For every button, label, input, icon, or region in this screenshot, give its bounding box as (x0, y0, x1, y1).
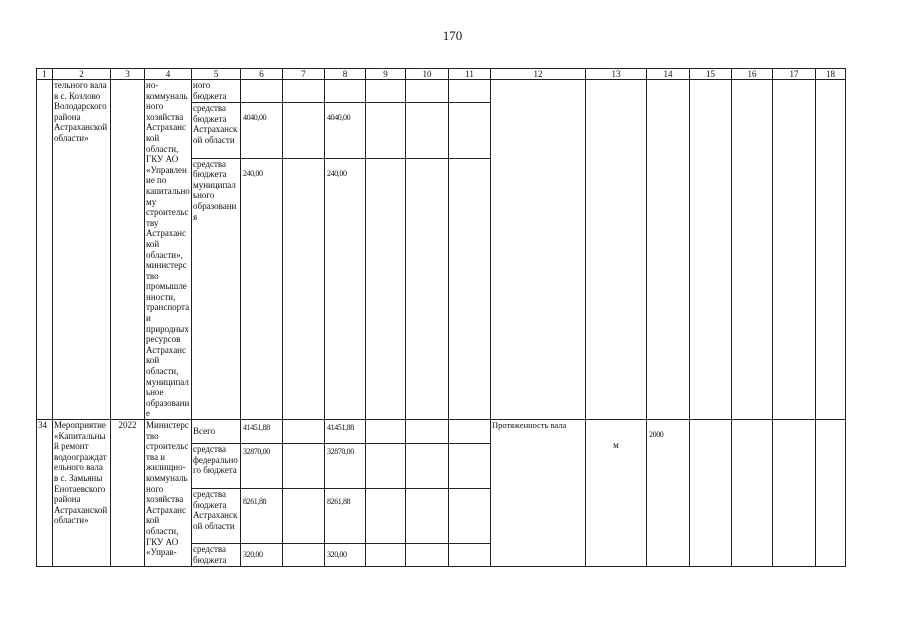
column-number: 4 (145, 69, 192, 80)
cont-indicator-cell (491, 80, 586, 420)
cont-row-budget (37, 80, 846, 103)
empty-cell (283, 420, 325, 444)
empty-cell (732, 80, 773, 420)
column-number: 6 (241, 69, 283, 80)
funding-source: средства федерального бюджета (192, 444, 241, 489)
cont-name-cell: тельного вала в с. Козлово Володарского района Астраханской области» (53, 80, 111, 420)
empty-cell (449, 489, 491, 544)
empty-cell (449, 158, 491, 419)
column-number: 14 (647, 69, 690, 80)
column-number: 10 (406, 69, 449, 80)
column-number: 18 (816, 69, 846, 80)
empty-cell (366, 489, 406, 544)
amount-2022: 320,00 (325, 544, 366, 567)
amount-2022: 4040,00 (325, 102, 366, 158)
total-amount: 8261,88 (241, 489, 283, 544)
empty-cell (283, 489, 325, 544)
empty-cell (283, 544, 325, 567)
column-number: 5 (192, 69, 241, 80)
funding-source: средства бюджета Астраханской области (192, 489, 241, 544)
cont-executor-cell: но-коммунального хозяйства Астраханской области, ГКУ АО «Управление по капитальному строительству Астраханской области», министерство промышленности, транспорта и природных ресурсов Астраханской области, муниципальное образование (146, 80, 190, 419)
amount-2022: 32870,00 (325, 444, 366, 489)
column-number: 9 (366, 69, 406, 80)
empty-cell (449, 80, 491, 103)
page-number: 170 (442, 28, 463, 43)
empty-cell (406, 544, 449, 567)
empty-cell (283, 80, 325, 103)
empty-cell (366, 102, 406, 158)
column-number: 7 (283, 69, 325, 80)
empty-cell (283, 102, 325, 158)
column-number: 17 (773, 69, 816, 80)
empty-cell (449, 102, 491, 158)
funding-source: Всего (192, 420, 241, 444)
empty-cell (690, 420, 732, 567)
total-amount: 32870,00 (241, 444, 283, 489)
column-number: 1 (37, 69, 53, 80)
empty-cell (816, 420, 846, 567)
total-amount: 4040,00 (241, 102, 283, 158)
column-number: 16 (732, 69, 773, 80)
r34-num-cell: 34 (37, 420, 53, 567)
r34-name-cell: Мероприятие «Капитальный ремонт водоограждательного вала в с. Замьяны Енотаевского района Астраханской области» (53, 420, 111, 567)
empty-cell (406, 444, 449, 489)
empty-cell (449, 544, 491, 567)
empty-cell (690, 80, 732, 420)
column-number: 8 (325, 69, 366, 80)
empty-cell (449, 444, 491, 489)
total-amount: 240,00 (241, 158, 283, 419)
column-number: 3 (111, 69, 145, 80)
empty-cell (283, 444, 325, 489)
empty-cell (406, 102, 449, 158)
empty-cell (449, 420, 491, 444)
column-number: 13 (586, 69, 647, 80)
r34-executor-cell: Министерство строительства и жилищно-коммунального хозяйства Астраханской области, ГКУ АО «Управ- (145, 420, 192, 567)
r34-row-total (37, 420, 846, 444)
empty-cell (406, 489, 449, 544)
cont-value-cell (647, 80, 690, 420)
amount-2022 (325, 80, 366, 103)
cont-year-cell (111, 80, 145, 420)
amount-2022: 240,00 (325, 158, 366, 419)
empty-cell (366, 80, 406, 103)
funding-source: средства бюджета Астраханской области (192, 102, 241, 158)
empty-cell (366, 158, 406, 419)
cont-num-cell (37, 80, 53, 420)
total-amount: 41451,88 (241, 420, 283, 444)
empty-cell (773, 80, 816, 420)
total-amount (241, 80, 283, 103)
empty-cell (366, 420, 406, 444)
empty-cell (366, 444, 406, 489)
funding-source: ного бюджета (192, 80, 241, 103)
empty-cell (406, 158, 449, 419)
column-number: 2 (53, 69, 111, 80)
r34-value-cell: 2000 (647, 420, 690, 567)
empty-cell (773, 420, 816, 567)
column-number: 12 (491, 69, 586, 80)
r34-indicator-cell: Протяженность вала (491, 420, 586, 567)
r34-year-cell: 2022 (111, 420, 145, 567)
funding-source: средства бюджета (192, 544, 241, 567)
total-amount: 320,00 (241, 544, 283, 567)
empty-cell (406, 420, 449, 444)
amount-2022: 8261,88 (325, 489, 366, 544)
column-number: 15 (690, 69, 732, 80)
empty-cell (406, 80, 449, 103)
empty-cell (732, 420, 773, 567)
amount-2022: 41451,88 (325, 420, 366, 444)
empty-cell (283, 158, 325, 419)
funding-source: средства бюджета муниципального образования (192, 158, 241, 419)
r34-unit-cell: м (586, 420, 647, 567)
program-table (36, 68, 846, 567)
empty-cell (816, 80, 846, 420)
empty-cell (366, 544, 406, 567)
cont-unit-cell (586, 80, 647, 420)
column-number: 11 (449, 69, 491, 80)
column-number-row (37, 69, 846, 80)
program-table-container (36, 68, 845, 563)
